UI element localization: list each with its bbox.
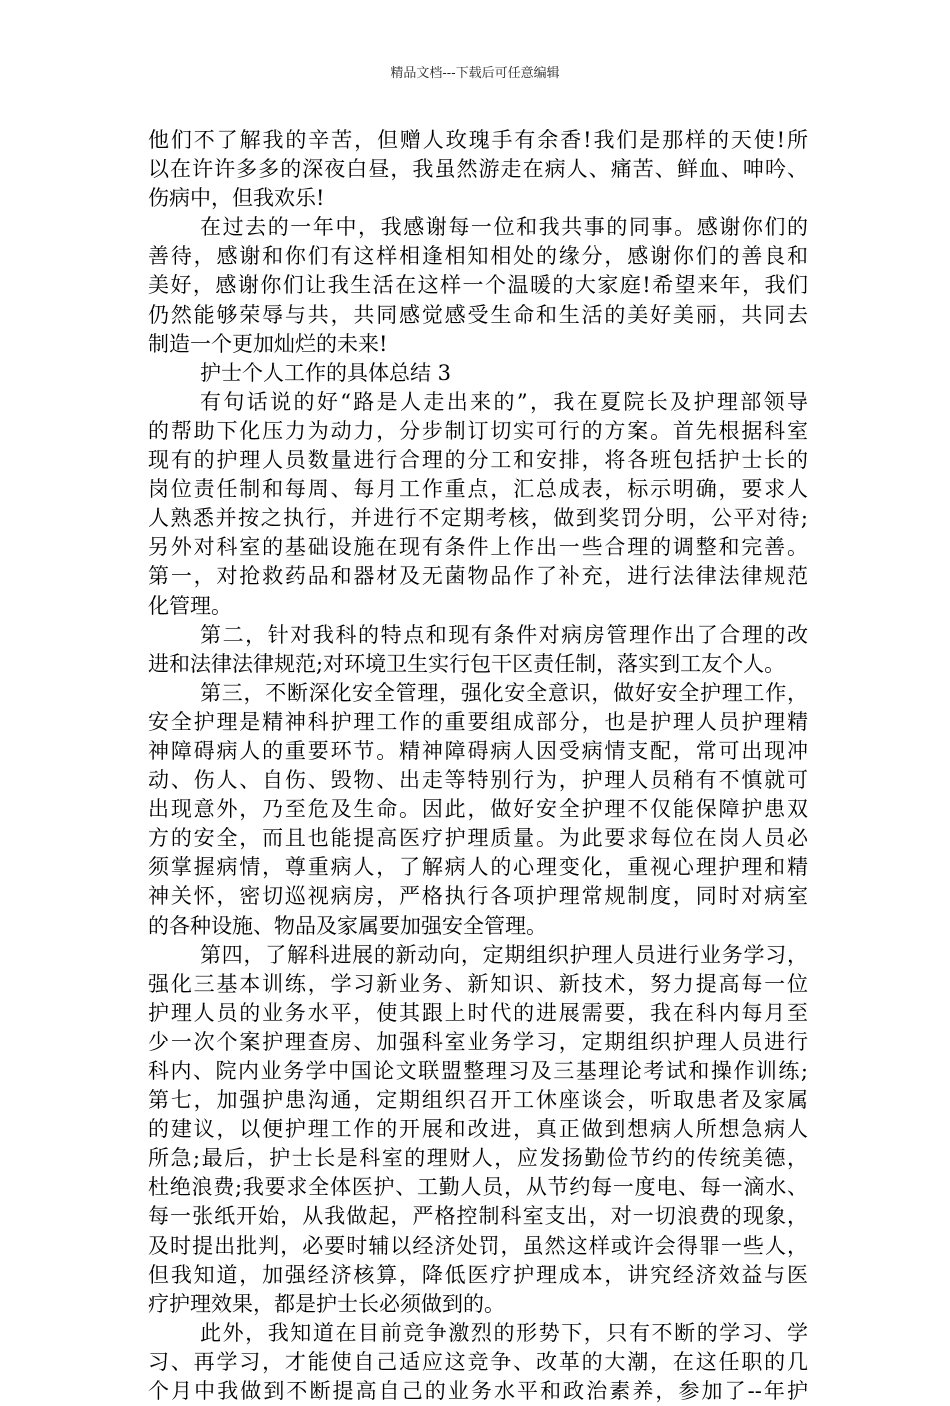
text-line: 以在许许多多的深夜白昼，我虽然游走在病人、痛苦、鲜血、呻吟、 [148, 157, 808, 182]
text-line: 所急;最后，护士长是科室的理财人，应发扬勤俭节约的传统美德， [148, 1146, 808, 1171]
text-line: 仍然能够荣辱与共，共同感觉感受生命和生活的美好美丽，共同去 [148, 302, 808, 327]
text-line: 现有的护理人员数量进行合理的分工和安排，将各班包括护士长的 [148, 448, 808, 473]
text-line: 的各种设施、物品及家属要加强安全管理。 [148, 913, 547, 938]
document-body [148, 126, 808, 1406]
text-line: 此外，我知道在目前竞争激烈的形势下，只有不断的学习、学 [200, 1320, 808, 1345]
text-line: 伤病中，但我欢乐! [148, 186, 325, 211]
text-line: 他们不了解我的辛苦，但赠人玫瑰手有余香!我们是那样的天使!所 [148, 128, 808, 152]
text-line: 有句话说的好“路是人走出来的”，我在夏院长及护理部领导 [200, 389, 808, 414]
page-header: 精品文档---下载后可任意编辑 [390, 66, 560, 81]
text-line: 美好，感谢你们让我生活在这样一个温暖的大家庭!希望来年，我们 [148, 273, 808, 298]
text-line: 安全护理是精神科护理工作的重要组成部分，也是护理人员护理精 [148, 709, 808, 734]
text-line: 科内、院内业务学中国论文联盟整理习及三基理论考试和操作训练; [148, 1059, 808, 1083]
text-line: 但我知道，加强经济核算，降低医疗护理成本，讲究经济效益与医 [148, 1262, 808, 1287]
text-line: 制造一个更加灿烂的未来! [148, 331, 388, 356]
text-line: 化管理。 [148, 593, 232, 618]
text-line: 及时提出批判，必要时辅以经济处罚，虽然这样或许会得罪一些人， [148, 1233, 808, 1258]
text-line: 出现意外，乃至危及生命。因此，做好安全护理不仅能保障护患双 [148, 797, 808, 822]
text-line: 护士个人工作的具体总结 3 [200, 360, 452, 385]
text-line: 人熟悉并按之执行，并进行不定期考核，做到奖罚分明，公平对待; [148, 506, 808, 531]
text-line: 善待，感谢和你们有这样相逢相知相处的缘分，感谢你们的善良和 [148, 244, 808, 269]
text-line: 个月中我做到不断提高自己的业务水平和政治素养，参加了--年护 [148, 1379, 808, 1404]
text-line: 岗位责任制和每周、每月工作重点，汇总成表，标示明确，要求人 [148, 477, 808, 502]
text-line: 动、伤人、自伤、毁物、出走等特别行为，护理人员稍有不慎就可 [148, 768, 808, 793]
text-line: 第一，对抢救药品和器材及无菌物品作了补充，进行法律法律规范 [148, 564, 808, 589]
text-line: 须掌握病情，尊重病人，了解病人的心理变化，重视心理护理和精 [148, 855, 808, 880]
text-line: 神障碍病人的重要环节。精神障碍病人因受病情支配，常可出现冲 [148, 738, 808, 763]
text-line: 强化三基本训练，学习新业务、新知识、新技术，努力提高每一位 [148, 971, 808, 996]
text-line: 的帮助下化压力为动力，分步制订切实可行的方案。首先根据科室 [148, 418, 808, 443]
text-line: 在过去的一年中，我感谢每一位和我共事的同事。感谢你们的 [200, 215, 808, 240]
text-line: 的建议，以便护理工作的开展和改进，真正做到想病人所想急病人 [148, 1117, 808, 1142]
text-line: 第三，不断深化安全管理，强化安全意识，做好安全护理工作， [200, 680, 808, 705]
text-line: 神关怀，密切巡视病房，严格执行各项护理常规制度，同时对病室 [148, 884, 808, 909]
text-line: 杜绝浪费;我要求全体医护、工勤人员，从节约每一度电、每一滴水、 [148, 1175, 808, 1200]
text-line: 每一张纸开始，从我做起，严格控制科室支出，对一切浪费的现象， [148, 1204, 808, 1229]
text-line: 护理人员的业务水平，使其跟上时代的进展需要，我在科内每月至 [148, 1000, 808, 1025]
text-line: 第四，了解科进展的新动向，定期组织护理人员进行业务学习， [200, 942, 808, 967]
text-line: 疗护理效果，都是护士长必须做到的。 [148, 1291, 505, 1316]
text-line: 少一次个案护理查房、加强科室业务学习，定期组织护理人员进行 [148, 1029, 808, 1054]
text-line: 第七，加强护患沟通，定期组织召开工休座谈会，听取患者及家属 [148, 1088, 808, 1113]
text-line: 方的安全，而且也能提高医疗护理质量。为此要求每位在岗人员必 [148, 826, 808, 851]
text-line: 进和法律法律规范;对环境卫生实行包干区责任制，落实到工友个人。 [148, 651, 786, 676]
text-line: 第二，针对我科的特点和现有条件对病房管理作出了合理的改 [200, 622, 808, 647]
text-line: 另外对科室的基础设施在现有条件上作出一些合理的调整和完善。 [148, 535, 808, 560]
text-line: 习、再学习，才能使自己适应这竞争、改革的大潮，在这任职的几 [148, 1349, 808, 1374]
